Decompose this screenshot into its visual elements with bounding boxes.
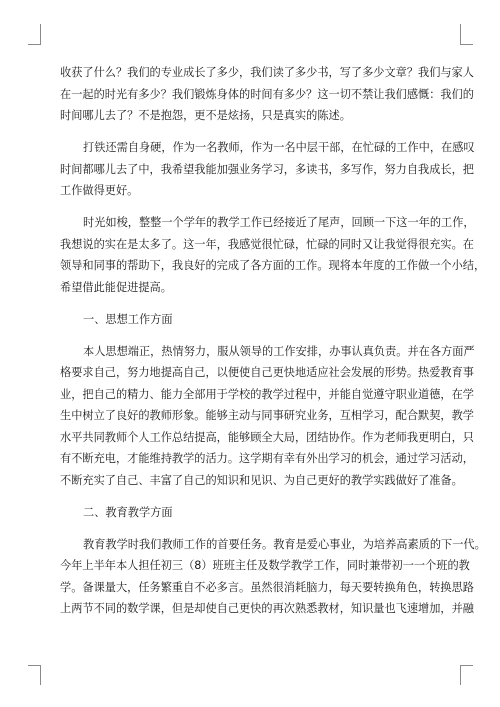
text-line: 格要求自己，努力地提高自己，以便使自己更快地适应社会发展的形势。热爱教育事 [60, 366, 474, 379]
crop-mark-bottom-right-horizontal [460, 665, 473, 666]
text-line: 学。备课量大，任务繁重自不必多言。虽然很消耗脑力，每天要转换角色，转换思路 [60, 580, 474, 594]
paragraph-spacing [60, 298, 446, 309]
document-page [60, 62, 486, 620]
text-line: 希望借此能促进提高。 [60, 280, 172, 294]
paragraph-spacing [60, 523, 446, 534]
body-paragraph [60, 212, 486, 298]
section-heading [60, 502, 446, 524]
crop-mark-top-right-horizontal [460, 44, 473, 45]
text-line: 在一起的时光有多少？我们锻炼身体的时间有多少？这一切不禁让我们感慨：我们的 [60, 87, 474, 101]
text-line: 有不断充电，才能维持教学的活力。这学期有幸有外出学习的机会，通过学习活动， [60, 452, 474, 465]
paragraph-spacing [60, 202, 446, 213]
text-line: 领导和同事的帮助下，我良好的完成了各方面的工作。现将本年度的工作做一个小结， [60, 259, 486, 272]
crop-mark-top-right-vertical [460, 24, 461, 44]
text-line: 业，把自己的精力、能力全部用于学校的教学过程中，并能自觉遵守职业道德，在学 [60, 387, 474, 401]
crop-mark-bottom-left-vertical [40, 665, 41, 685]
text-line: 不断充实了自己、丰富了自己的知识和见识、为自己更好的教学实践做好了准备。 [60, 473, 463, 487]
text-line: 生中树立了良好的教师形象。能够主动与同事研究业务，互相学习，配合默契，教学 [60, 409, 474, 422]
crop-mark-top-left-horizontal [28, 44, 41, 45]
body-paragraph [60, 534, 486, 620]
text-line: 本人思想端正，热情努力，服从领导的工作安排，办事认真负责。并在各方面严 [83, 344, 475, 358]
section-heading [60, 309, 446, 331]
body-paragraph [60, 137, 475, 202]
paragraph-spacing [60, 127, 446, 138]
text-line: 教育教学时我们教师工作的首要任务。教育是爱心事业，为培养高素质的下一代。 [83, 537, 486, 551]
body-paragraph [60, 341, 475, 492]
text-line: 今年上半年本人担任初三（8）班班主任及数学教学工作，同时兼带初一一个班的教 [60, 559, 470, 572]
text-line: 水平共同教师个人工作总结提高，能够顾全大局，团结协作。作为老师我更明白，只 [60, 430, 474, 444]
text-line: 工作做得更好。 [60, 184, 139, 197]
text-line: 上两节不同的数学课，但是却使自己更快的再次熟悉教材，知识量也飞速增加，并融 [60, 602, 474, 615]
crop-mark-top-left-vertical [40, 24, 41, 44]
crop-mark-bottom-right-vertical [460, 665, 461, 685]
text-line: 收获了什么？我们的专业成长了多少，我们读了多少书，写了多少文章？我们与家人 [60, 66, 474, 79]
heading-text: 一、思想工作方面 [83, 312, 173, 326]
text-line: 时间都哪儿去了中，我希望我能加强业务学习，多读书，多写作，努力自我成长，把 [60, 162, 474, 176]
heading-text: 二、教育教学方面 [83, 505, 173, 519]
crop-mark-bottom-left-horizontal [28, 665, 41, 666]
paragraph-spacing [60, 491, 446, 502]
text-line: 时间哪儿去了？不是抱怨，更不是炫扬，只是真实的陈述。 [60, 109, 351, 122]
body-paragraph [60, 62, 474, 127]
paragraph-spacing [60, 330, 446, 341]
text-line: 时光如梭，整整一个学年的教学工作已经接近了尾声，回顾一下这一年的工作， [83, 216, 475, 229]
text-line: 我想说的实在是太多了。这一年，我感觉很忙碌，忙碌的同时又让我觉得很充实。在 [60, 237, 474, 251]
text-line: 打铁还需自身硬，作为一名教师，作为一名中层干部，在忙碌的工作中，在感叹 [83, 141, 475, 154]
